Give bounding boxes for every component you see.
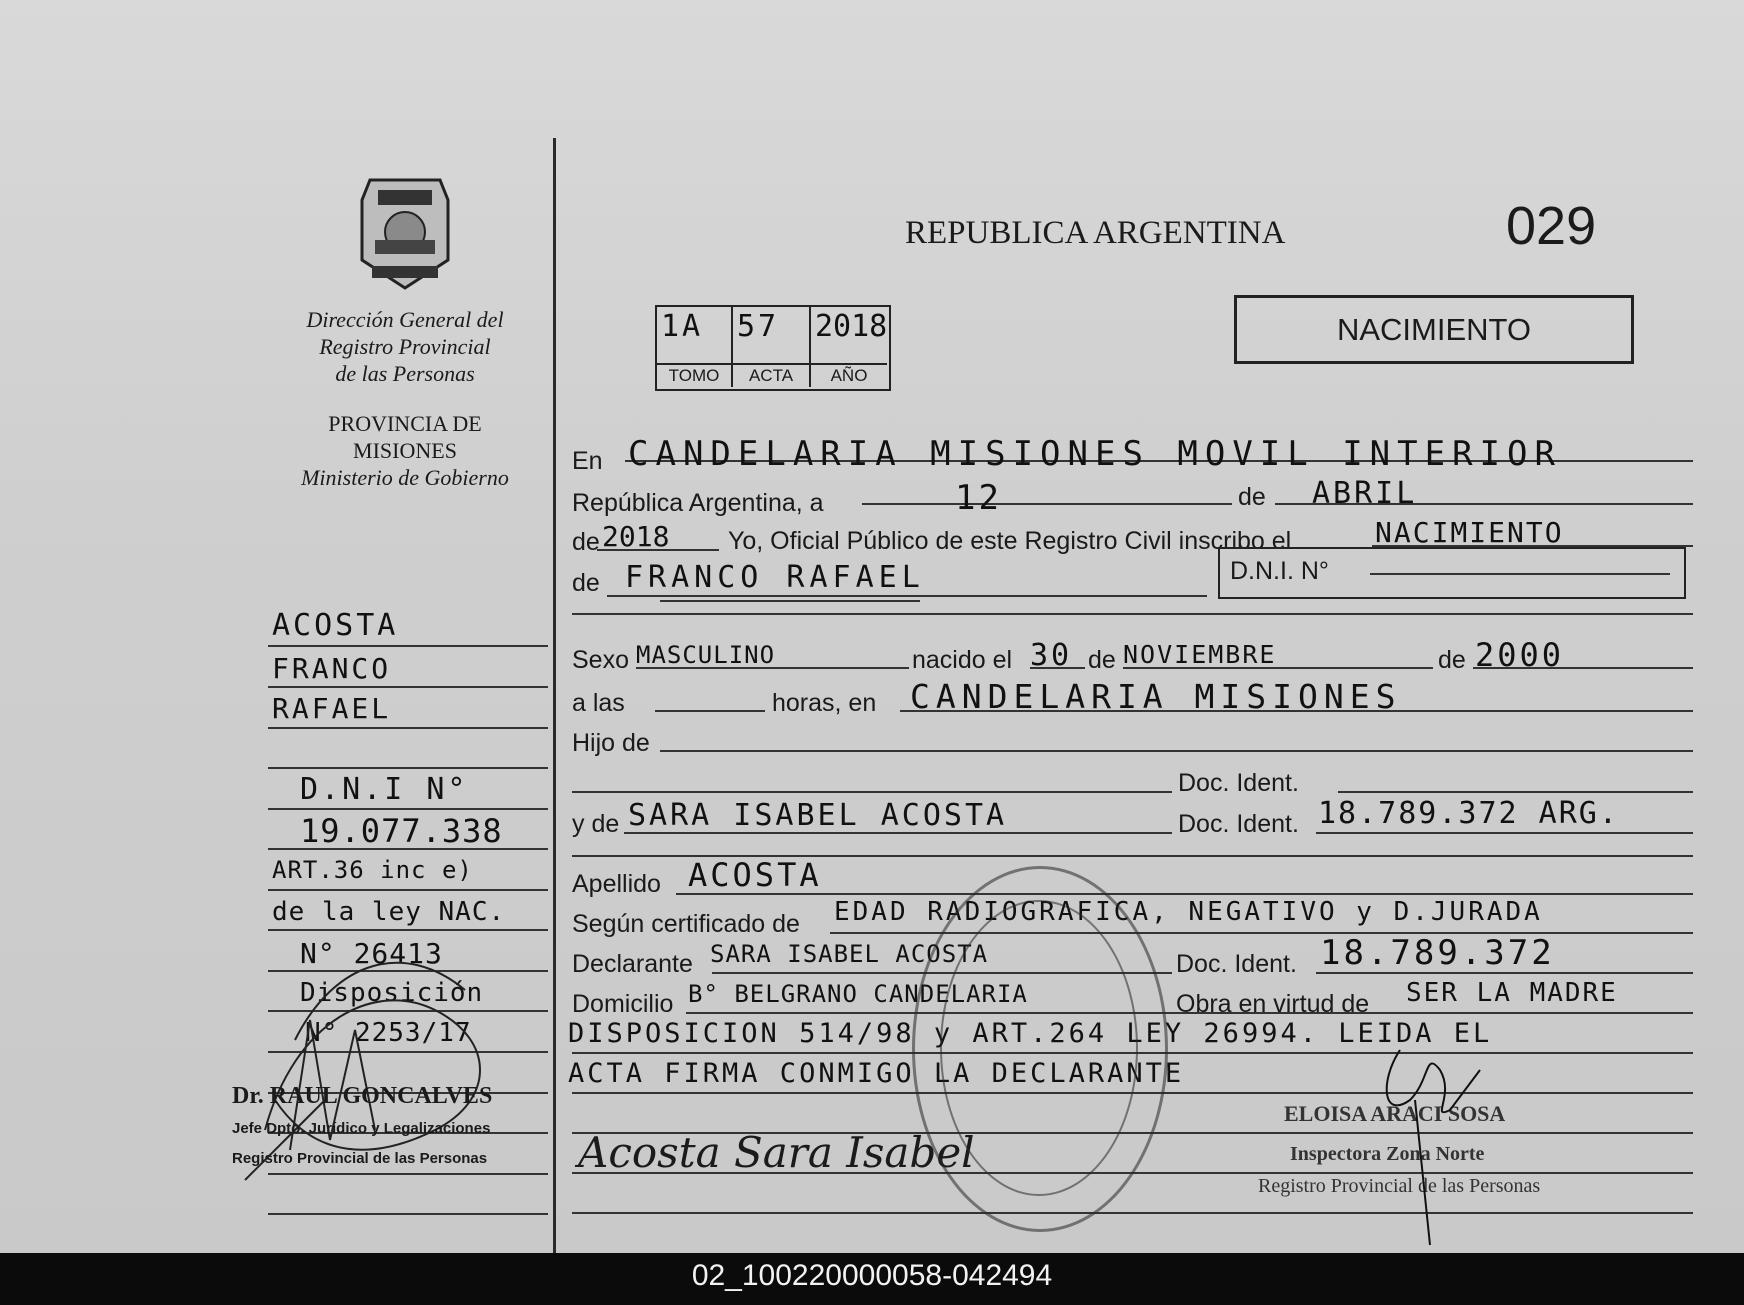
file-id-bar [0, 1253, 1744, 1305]
province-block [270, 410, 540, 491]
declarant-signature: Acosta Sara Isabel [578, 1128, 975, 1177]
note-second-name: RAFAEL [272, 692, 392, 725]
tomo-cell [657, 307, 733, 387]
obra-value: SER LA MADRE [1406, 978, 1618, 1008]
institution-line-3: de las Personas [335, 361, 475, 386]
child-name-value: FRANCO RAFAEL [625, 560, 925, 595]
place-value: CANDELARIA MISIONES MOVIL INTERIOR [628, 434, 1562, 474]
inspector-office: Registro Provincial de las Personas [1258, 1175, 1541, 1197]
republica-label: República Argentina, a [572, 489, 824, 517]
tomo-label: TOMO [657, 363, 731, 387]
doc-ident-label-2: Doc. Ident. [1178, 810, 1299, 838]
mother-value: SARA ISABEL ACOSTA [628, 798, 1008, 833]
act-type-box [1234, 295, 1634, 364]
act-type: NACIMIENTO [1336, 312, 1532, 347]
en-label: En [572, 447, 603, 475]
jurist-title: Jefe Dpto. Jurídico y Legalizaciones [232, 1120, 491, 1137]
year-value: 2018 [602, 520, 670, 553]
provincial-seal-icon [350, 170, 460, 295]
address-value: B° BELGRANO CANDELARIA [688, 980, 1028, 1008]
tomo-value: 1A [661, 309, 704, 344]
inscribed-value: NACIMIENTO [1375, 516, 1564, 549]
month-value: ABRIL [1312, 476, 1418, 511]
certificado-label: Según certificado de [572, 910, 800, 938]
sexo-label: Sexo [572, 646, 629, 674]
note-dni-number: 19.077.338 [300, 812, 503, 850]
declarante-label: Declarante [572, 950, 693, 978]
sex-value: MASCULINO [636, 641, 776, 669]
note-disposition-number: N° 2253/17 [305, 1018, 472, 1048]
anio-label: AÑO [811, 363, 887, 387]
note-surname: ACOSTA [272, 608, 399, 643]
birth-day-value: 30 [1030, 638, 1073, 673]
dni-label: D.N.I. N° [1230, 557, 1329, 585]
year-de-label: de [572, 528, 600, 556]
extra-line-2: ACTA FIRMA CONMIGO LA DECLARANTE [568, 1058, 1185, 1089]
birth-de-label-2: de [1438, 646, 1466, 674]
note-law-number: N° 26413 [300, 937, 443, 970]
certificate-number: 029 [1506, 196, 1597, 256]
apellido-label: Apellido [572, 870, 661, 898]
declarant-doc-value: 18.789.372 [1320, 933, 1555, 973]
country-title: REPUBLICA ARGENTINA [905, 215, 1286, 251]
note-law: de la ley NAC. [272, 897, 506, 927]
anio-value: 2018 [815, 309, 888, 344]
dni-box [1218, 547, 1686, 599]
certificate-value: EDAD RADIOGRAFICA, NEGATIVO y D.JURADA [834, 897, 1543, 927]
anio-cell [811, 307, 887, 387]
acta-value: 57 [737, 309, 780, 344]
file-id: 02_100220000058-042494 [691, 1259, 1053, 1292]
ministry-line: Ministerio de Gobierno [301, 465, 509, 490]
record-box [655, 305, 891, 391]
inspector-title: Inspectora Zona Norte [1290, 1143, 1485, 1165]
birth-month-value: NOVIEMBRE [1123, 640, 1277, 669]
y-de-label: y de [572, 810, 620, 838]
doc-ident-label-1: Doc. Ident. [1178, 769, 1299, 797]
day-value: 12 [955, 478, 1002, 518]
surname-value: ACOSTA [688, 856, 822, 894]
column-divider [553, 138, 556, 1253]
a-las-label: a las [572, 689, 625, 717]
extra-line-1: DISPOSICION 514/98 y ART.264 LEY 26994. LEIDA EL [568, 1018, 1493, 1049]
province-line-1: PROVINCIA DE [328, 411, 482, 436]
de-name-label: de [572, 569, 600, 597]
institution-name [270, 306, 540, 387]
note-disposition: Disposición [300, 978, 484, 1008]
domicilio-label: Domicilio [572, 990, 674, 1018]
jurist-office: Registro Provincial de las Personas [232, 1150, 488, 1167]
institution-line-1: Dirección General del [306, 307, 504, 332]
de-label: de [1238, 483, 1266, 511]
acta-label: ACTA [733, 363, 809, 387]
province-line-2: MISIONES [353, 438, 457, 463]
mother-doc-value: 18.789.372 ARG. [1318, 796, 1619, 831]
officer-text: Yo, Oficial Público de este Registro Civil inscribo el [728, 527, 1292, 555]
declarant-value: SARA ISABEL ACOSTA [710, 940, 989, 968]
jurist-name: Dr. RAUL GONCALVES [232, 1083, 493, 1109]
doc-ident-label-3: Doc. Ident. [1176, 950, 1297, 978]
birth-year-value: 2000 [1475, 636, 1565, 674]
inspector-signature-icon [1370, 1040, 1490, 1255]
official-round-stamp-inner [940, 900, 1138, 1196]
birth-de-label-1: de [1088, 646, 1116, 674]
inspector-name: ELOISA ARACI SOSA [1284, 1101, 1506, 1126]
horas-label: horas, en [772, 689, 877, 717]
note-dni-label: D.N.I N° [300, 772, 469, 807]
acta-cell [733, 307, 811, 387]
obra-label: Obra en virtud de [1176, 990, 1370, 1018]
note-first-name: FRANCO [272, 652, 392, 685]
note-article: ART.36 inc e) [272, 856, 473, 884]
birth-place-value: CANDELARIA MISIONES [910, 677, 1402, 716]
institution-line-2: Registro Provincial [319, 334, 491, 359]
hijo-label: Hijo de [572, 729, 650, 757]
nacido-label: nacido el [912, 646, 1013, 674]
